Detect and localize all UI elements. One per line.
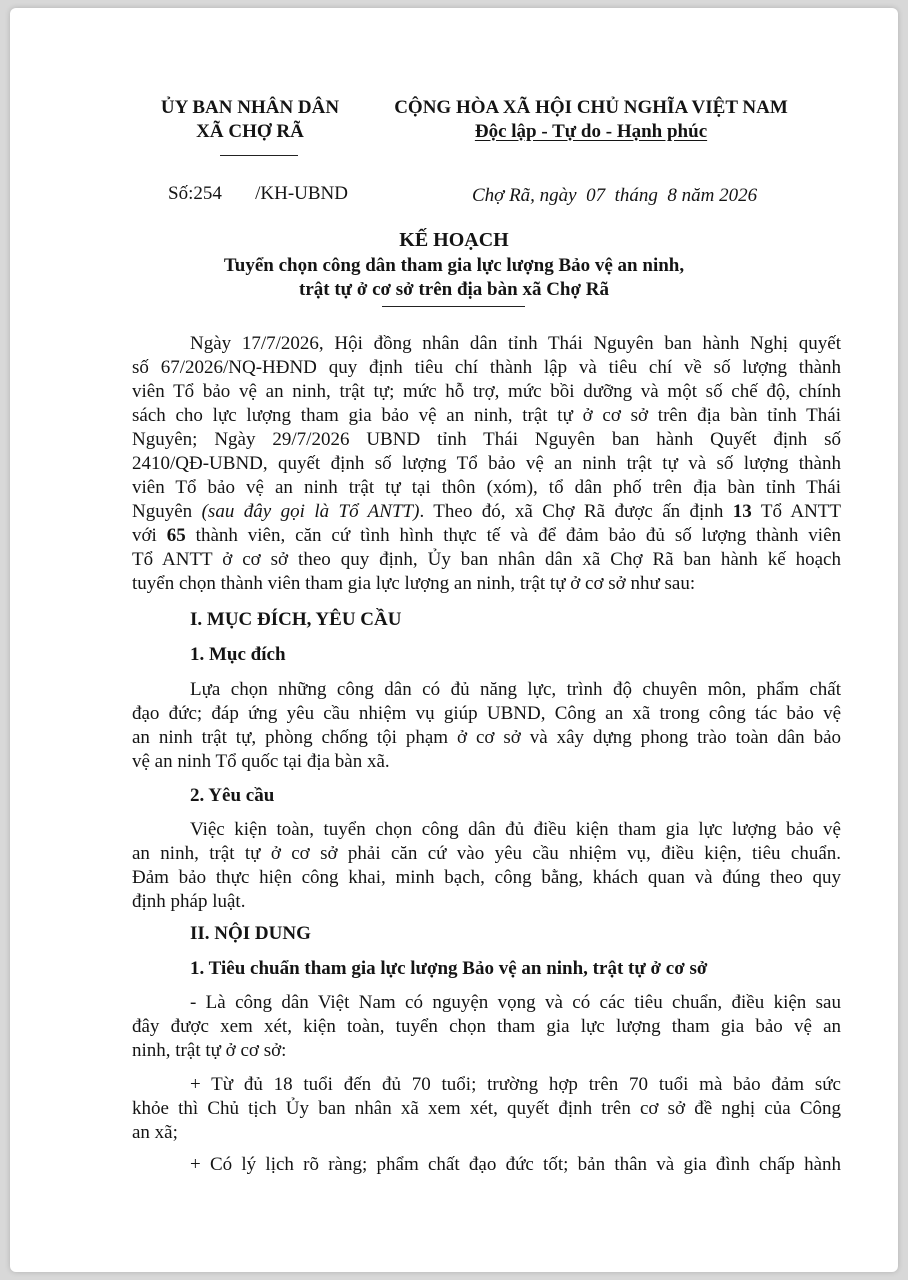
s2-p1-line-1: - Là công dân Việt Nam có nguyện vọng và có các tiêu chuẩn, điều kiện sau: [190, 992, 841, 1013]
place-date: Chợ Rã, ngày 07 tháng 8 năm 2026: [472, 185, 758, 206]
intro-line-9-part-a: với: [132, 525, 167, 546]
intro-line-9-number: 65: [166, 525, 186, 546]
issuing-agency: [150, 96, 350, 144]
intro-line-6: 2410/QĐ-UBND, quyết định số lượng Tổ bảo vệ an ninh trật tự và số lượng thành: [132, 453, 841, 474]
s2-p1-line-2: đây được xem xét, kiện toàn, tuyển chọn tham gia lực lượng tham gia bảo vệ an: [132, 1016, 841, 1037]
agency-line-1: ỦY BAN NHÂN DÂN: [160, 97, 340, 118]
intro-line-9: [132, 524, 841, 548]
agency-line-2: XÃ CHỢ RÃ: [196, 121, 304, 142]
s2-p3-line-1: + Có lý lịch rõ ràng; phẩm chất đạo đức tốt; bản thân và gia đình chấp hành: [190, 1154, 841, 1175]
s1-p2-line-4: định pháp luật.: [132, 891, 246, 912]
national-motto: [386, 96, 796, 144]
s2-p1-line-3: ninh, trật tự ở cơ sở:: [132, 1040, 287, 1061]
s1-p2-line-1: Việc kiện toàn, tuyển chọn công dân đủ điều kiện tham gia lực lượng bảo vệ: [190, 819, 841, 840]
section-1-heading: I. MỤC ĐÍCH, YÊU CẦU: [190, 609, 402, 630]
intro-line-10: Tổ ANTT ở cơ sở theo quy định, Ủy ban nhân dân xã Chợ Rã ban hành kế hoạch: [132, 549, 841, 570]
intro-line-7: viên Tổ bảo vệ an ninh trật tự tại thôn (xóm), tổ dân phố trên địa bàn tỉnh Thái: [132, 477, 841, 498]
section-1-sub-1: 1. Mục đích: [190, 644, 286, 665]
agency-underline: [220, 155, 298, 156]
intro-line-3: viên Tổ bảo vệ an ninh, trật tự; mức hỗ trợ, mức bồi dưỡng và một số chế độ, chính: [132, 381, 841, 402]
intro-line-8-number: 13: [732, 501, 752, 522]
intro-line-8-part-c: . Theo đó, xã Chợ Rã được ấn định: [419, 501, 733, 522]
document-number: Số:254 /KH-UBND: [168, 183, 348, 204]
intro-line-2: số 67/2026/NQ-HĐND quy định tiêu chí thành lập và tiêu chí về số lượng thành: [132, 357, 841, 378]
motto: [386, 120, 796, 144]
document-subtitle-1: Tuyển chọn công dân tham gia lực lượng Bảo vệ an ninh,: [223, 255, 685, 276]
intro-line-4: sách cho lực lượng tham gia bảo vệ an ninh, trật tự ở cơ sở trên địa bàn tỉnh Thái: [132, 405, 841, 426]
subtitle-underline: [382, 306, 525, 307]
s2-p2-line-3: an xã;: [132, 1122, 178, 1143]
intro-line-9-part-c: thành viên, căn cứ tình hình thực tế và để đảm bảo đủ số lượng thành viên: [185, 525, 841, 546]
section-2-heading: II. NỘI DUNG: [190, 923, 311, 944]
intro-line-8-italic: (sau đây gọi là Tổ ANTT): [201, 501, 420, 522]
intro-line-8-part-a: Nguyên: [132, 501, 202, 522]
intro-line-5: Nguyên; Ngày 29/7/2026 UBND tỉnh Thái Nguyên ban hành Quyết định số: [132, 429, 841, 450]
country-name: CỘNG HÒA XÃ HỘI CHỦ NGHĨA VIỆT NAM: [394, 97, 788, 118]
section-1-sub-2: 2. Yêu cầu: [190, 785, 275, 806]
s1-p1-line-4: vệ an ninh Tổ quốc tại địa bàn xã.: [132, 751, 390, 772]
s2-p2-line-1: + Từ đủ 18 tuổi đến đủ 70 tuổi; trường hợp trên 70 tuổi mà bảo đảm sức: [190, 1074, 841, 1095]
s1-p1-line-1: Lựa chọn những công dân có đủ năng lực, trình độ chuyên môn, phẩm chất: [190, 679, 841, 700]
s1-p2-line-3: Đảm bảo thực hiện công khai, minh bạch, công bằng, khách quan và đúng theo quy: [132, 867, 841, 888]
document-title: KẾ HOẠCH: [399, 229, 509, 251]
section-2-sub-1: 1. Tiêu chuẩn tham gia lực lượng Bảo vệ an ninh, trật tự ở cơ sở: [190, 958, 708, 979]
document-subtitle-2: trật tự ở cơ sở trên địa bàn xã Chợ Rã: [299, 279, 609, 300]
s1-p1-line-3: an ninh trật tự, phòng chống tội phạm ở cơ sở và xây dựng phong trào toàn dân bảo: [132, 727, 841, 748]
intro-line-8: [132, 500, 841, 524]
intro-line-8-part-e: Tổ ANTT: [751, 501, 841, 522]
s1-p1-line-2: đạo đức; đáp ứng yêu cầu nhiệm vụ giúp UBND, Công an xã trong công tác bảo vệ: [132, 703, 841, 724]
s2-p2-line-2: khỏe thì Chủ tịch Ủy ban nhân xã xem xét, quyết định trên cơ sở đề nghị của Công: [132, 1098, 841, 1119]
intro-line-1: Ngày 17/7/2026, Hội đồng nhân dân tỉnh Thái Nguyên ban hành Nghị quyết: [190, 333, 841, 354]
s1-p2-line-2: an ninh, trật tự ở cơ sở phải căn cứ vào yêu cầu nhiệm vụ, điều kiện, tiêu chuẩn.: [132, 843, 841, 864]
motto-text: Độc lập - Tự do - Hạnh phúc: [474, 121, 708, 142]
intro-line-11: tuyển chọn thành viên tham gia lực lượng an ninh, trật tự ở cơ sở như sau:: [132, 573, 696, 594]
